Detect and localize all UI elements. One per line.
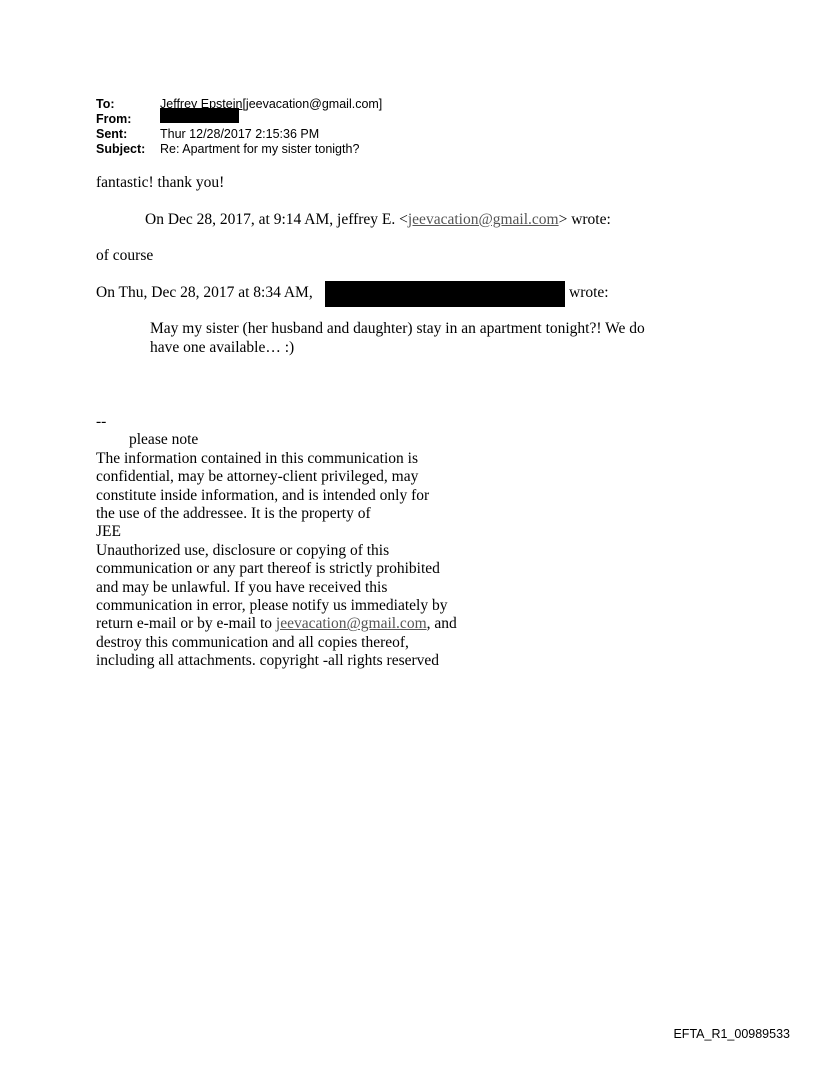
disclaimer-line: Unauthorized use, disclosure or copying of this [96, 541, 390, 559]
original-message-line-2: have one available… :) [150, 339, 295, 356]
to-label: To: [96, 97, 115, 111]
quote2-sender-redaction [325, 281, 565, 307]
quote1-prefix: On Dec 28, 2017, at 9:14 AM, jeffrey E. < [145, 211, 408, 228]
disclaimer-email-suffix: , and [426, 615, 457, 633]
subject-label: Subject: [96, 142, 146, 156]
sent-row [96, 127, 382, 142]
from-row [96, 112, 382, 127]
disclaimer-line: constitute inside information, and is intended only for [96, 486, 430, 504]
disclaimer-line: communication in error, please notify us immediately by [96, 597, 448, 615]
quote2-prefix: On Thu, Dec 28, 2017 at 8:34 AM, [96, 284, 313, 301]
to-name: Jeffrey Epstein [160, 97, 243, 111]
document-id: EFTA_R1_00989533 [673, 1027, 790, 1041]
to-row [96, 97, 382, 112]
quote1-email-link[interactable]: jeevacation@gmail.com [407, 211, 559, 228]
disclaimer-line: communication or any part thereof is strictly prohibited [96, 560, 440, 578]
disclaimer-email-prefix: return e-mail or by e-mail to [96, 615, 276, 633]
quote1-suffix: > wrote: [558, 211, 611, 228]
reply-text: fantastic! thank you! [96, 174, 225, 191]
disclaimer-line: confidential, may be attorney-client privileged, may [96, 468, 419, 486]
sent-value: Thur 12/28/2017 2:15:36 PM [160, 127, 320, 141]
original-message-line-1: May my sister (her husband and daughter) stay in an apartment tonight?! We do [150, 320, 645, 337]
email-header [96, 97, 382, 157]
sent-label: Sent: [96, 127, 128, 141]
disclaimer-email-line [96, 615, 457, 633]
subject-value: Re: Apartment for my sister tonigth? [160, 142, 360, 156]
disclaimer-line: destroy this communication and all copies thereof, [96, 633, 409, 651]
quote2-suffix: wrote: [569, 284, 609, 301]
quote1-line [145, 211, 611, 229]
disclaimer-line: the use of the addressee. It is the property of [96, 505, 371, 523]
disclaimer-line: including all attachments. copyright -all rights reserved [96, 652, 440, 670]
signature-disclaimer [96, 413, 457, 671]
to-value [160, 97, 382, 112]
from-label: From: [96, 112, 132, 126]
subject-row [96, 142, 382, 157]
reply2-text: of course [96, 247, 154, 264]
disclaimer-line: JEE [96, 523, 121, 541]
disclaimer-email-link[interactable]: jeevacation@gmail.com [275, 615, 427, 633]
disclaimer-line: and may be unlawful. If you have received this [96, 578, 388, 596]
signature-separator: -- [96, 413, 107, 430]
disclaimer-line: The information contained in this communication is [96, 449, 418, 467]
to-email: [jeevacation@gmail.com] [242, 97, 383, 111]
signature-note: please note [129, 431, 199, 449]
